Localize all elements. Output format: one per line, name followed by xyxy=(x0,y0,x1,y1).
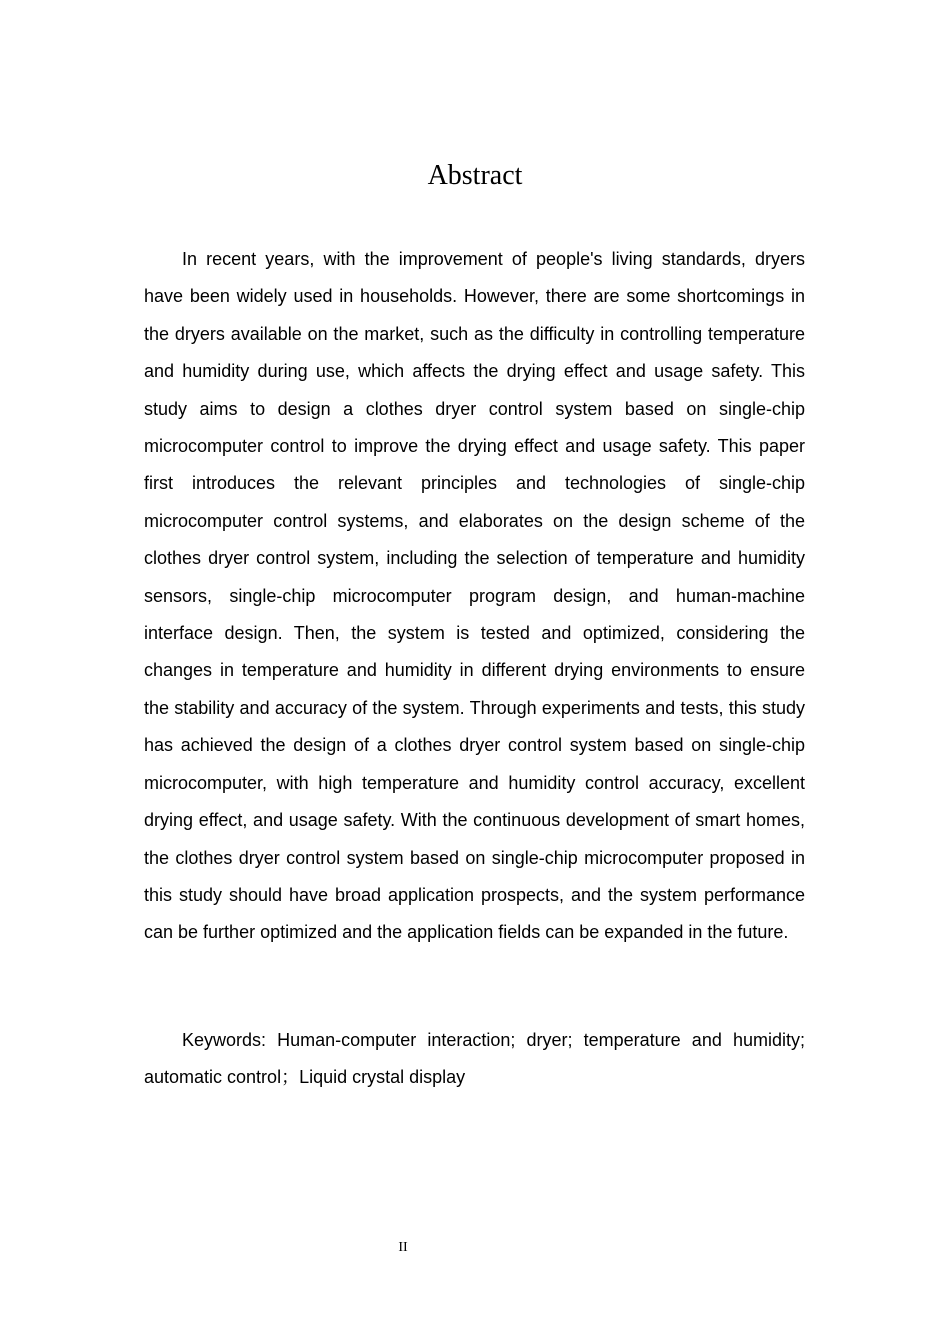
keywords-paragraph: Keywords: Human-computer interaction; dryer; temperature and humidity; automatic control；Liquid crystal display xyxy=(144,1030,805,1088)
abstract-paragraph: In recent years, with the improvement of people's living standards, dryers have been widely used in households. However, there are some shortcomings in the dryers available on the market, such as the difficulty in controlling temperature and humidity during use, which affects the drying effect and usage safety. This study aims to design a clothes dryer control system based on single-chip microcomputer control to improve the drying effect and usage safety. This paper first introduces the relevant principles and technologies of single-chip microcomputer control systems, and elaborates on the design scheme of the clothes dryer control system, including the selection of temperature and humidity sensors, single-chip microcomputer program design, and human-machine interface design. Then, the system is tested and optimized, considering the changes in temperature and humidity in different drying environments to ensure the stability and accuracy of the system. Through experiments and tests, this study has achieved the design of a clothes dryer control system based on single-chip microcomputer, with high temperature and humidity control accuracy, excellent drying effect, and usage safety. With the continuous development of smart homes, the clothes dryer control system based on single-chip microcomputer proposed in this study should have broad application prospects, and the system performance can be further optimized and the application fields can be expanded in the future. xyxy=(144,249,805,943)
page-number: II xyxy=(398,1240,408,1255)
abstract-title: Abstract xyxy=(427,160,523,191)
